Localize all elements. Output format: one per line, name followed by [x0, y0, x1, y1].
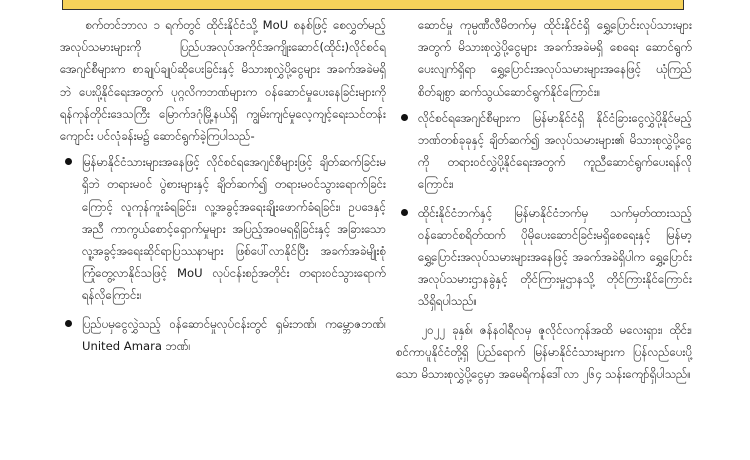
- left-bullet-list: [60, 151, 386, 357]
- list-item-text: မြန်မာနိုင်ငံသားများအနေဖြင့် လိုင်စင်ရအေဂျင်စီများဖြင့် ချိတ်ဆက်ခြင်းမရှိဘဲ တရားမဝင် ပွဲစားများနှင့် ချိတ်ဆက်၍ တရားမဝင်သွားရောက်ခြင်းကြောင့် လူကုန်ကူးခံရခြင်း၊ လူ့အခွင့်အရေးချိုးဖောက်ခံရခြင်း၊ ဥပဒေနှင့်အညီ ကာကွယ်စောင့်ရှောက်မှုများ အပြည့်အဝမရရှိခြင်းနှင့် အခြားသော လူ့အခွင့်အရေးဆိုင်ရာပြဿနာများ ဖြစ်ပေါ်လာနိုင်ပြီး အခက်အခဲမျိုးစုံ ကြုံတွေ့လာနိုင်သဖြင့် MoU လုပ်ငန်းစဉ်အတိုင်း တရားဝင်သွားရောက်ရန်လိုကြောင်း၊: [82, 155, 386, 303]
- right-bullet-list: [396, 107, 692, 313]
- bullet-icon: [65, 158, 72, 165]
- list-item: [60, 313, 386, 357]
- list-item-text: ထိုင်းနိုင်ငံဘက်နှင့် မြန်မာနိုင်ငံဘက်မှ သက်မှတ်ထားသည့် ဝန်ဆောင်စရိတ်ထက် ပိုမိုပေးဆောင်ခြင်းမရှိစေရေးနှင့် မြန်မာ့ရွှေ့ပြောင်းအလုပ်သမားများအနေဖြင့် အခက်အခဲရှိပါက ရွှေ့ပြောင်းအလုပ်သမားဌာနခွဲနှင့် တိုင်ကြားမှုဌာနသို့ တိုင်ကြားနိုင်ကြောင်း သိရှိရပါသည်။: [418, 205, 692, 309]
- list-item: [60, 151, 386, 306]
- bullet-icon: [401, 114, 408, 121]
- continuation-paragraph: ဆောင်မှု ကုမ္ပဏီလီမိတက်မှ ထိုင်းနိုင်ငံရှိ ရွှေ့ပြောင်းလုပ်သားများအတွက် မိသားစုလွှဲပို့ငွေများ အခက်အခဲမရှိ စေရေး ဆောင်ရွက်ပေးလျက်ရှိရာ ရွှေ့ပြောင်းအလုပ်သမားများအနေဖြင့် ယုံကြည်စိတ်ချစွာ ဆက်သွယ်ဆောင်ရွက်နိုင်ကြောင်း။: [418, 18, 692, 99]
- bullet-icon: [65, 320, 72, 327]
- list-item: [396, 107, 692, 196]
- list-item-text: လိုင်စင်ရအေဂျင်စီများက မြန်မာနိုင်ငံရှိ နိုင်ငံခြားငွေလွှဲပို့နိုင်မည့် ဘဏ်တစ်ခုခုနှင့် ချိတ်ဆက်၍ အလုပ်သမားများ၏ မိသားစုလွှဲပို့ငွေကို တရားဝင်လွှဲပို့နိုင်ရေးအတွက် ကူညီဆောင်ရွက်ပေးရန်လိုကြောင်း၊: [418, 110, 692, 192]
- right-column: [396, 14, 692, 385]
- list-item: [396, 202, 692, 313]
- list-item-text: ပြည်ပမှငွေလွှဲသည့် ဝန်ဆောင်မှုလုပ်ငန်းတွင် ရှမ်းဘဏ်၊ ကမ္ဘောဇဘဏ်၊ United Amara ဘဏ်၊: [82, 316, 386, 353]
- bullet-icon: [401, 209, 408, 216]
- intro-paragraph: စက်တင်ဘာလ ၁ ရက်တွင် ထိုင်းနိုင်ငံသို့ MoU စနစ်ဖြင့် စေလွှတ်မည့် အလုပ်သမားများကို ပြည်ပအလုပ်အကိုင်အကျိုးဆောင်(ထိုင်း)လိုင်စင်ရအေဂျင်စီများက စာချုပ်ချုပ်ဆိုပေးခြင်းနှင့် မိသားစုလွှဲပို့ငွေများ အခက်အခဲမရှိဘဲ ပေးပို့နိုင်ရေးအတွက် ပုဂ္ဂလိကဘဏ်များက ဝန်ဆောင်မှုပေးနေခြင်းများကို ရန်ကုန်တိုင်းဒေသကြီး မြောက်ဒဂုံမြို့နယ်ရှိ ကျွမ်းကျင်မှုလေ့ကျင့်ရေးသင်တန်းကျောင်း ပင်လုံခန်းမ၌ ဆောင်ရွက်ခဲ့ကြပါသည်-: [60, 18, 386, 144]
- left-column: [60, 14, 386, 363]
- header-band: [62, 0, 684, 10]
- closing-paragraph: ၂၀၂၂ ခုနှစ်၊ ဇန်နဝါရီလမှ ဇူလိုင်လကုန်အထိ မလေးရှား၊ ထိုင်း၊ စင်ကာပူနိုင်ငံတို့ရှိ ပြည်ရောက် မြန်မာနိုင်ငံသားများက ပြန်လည်ပေးပို့သော မိသားစုလွှဲပို့ငွေမှာ အမေရိကန်ဒေါ်လာ ၂၆၄ သန်းကျော်ရှိပါသည်။: [396, 322, 692, 382]
